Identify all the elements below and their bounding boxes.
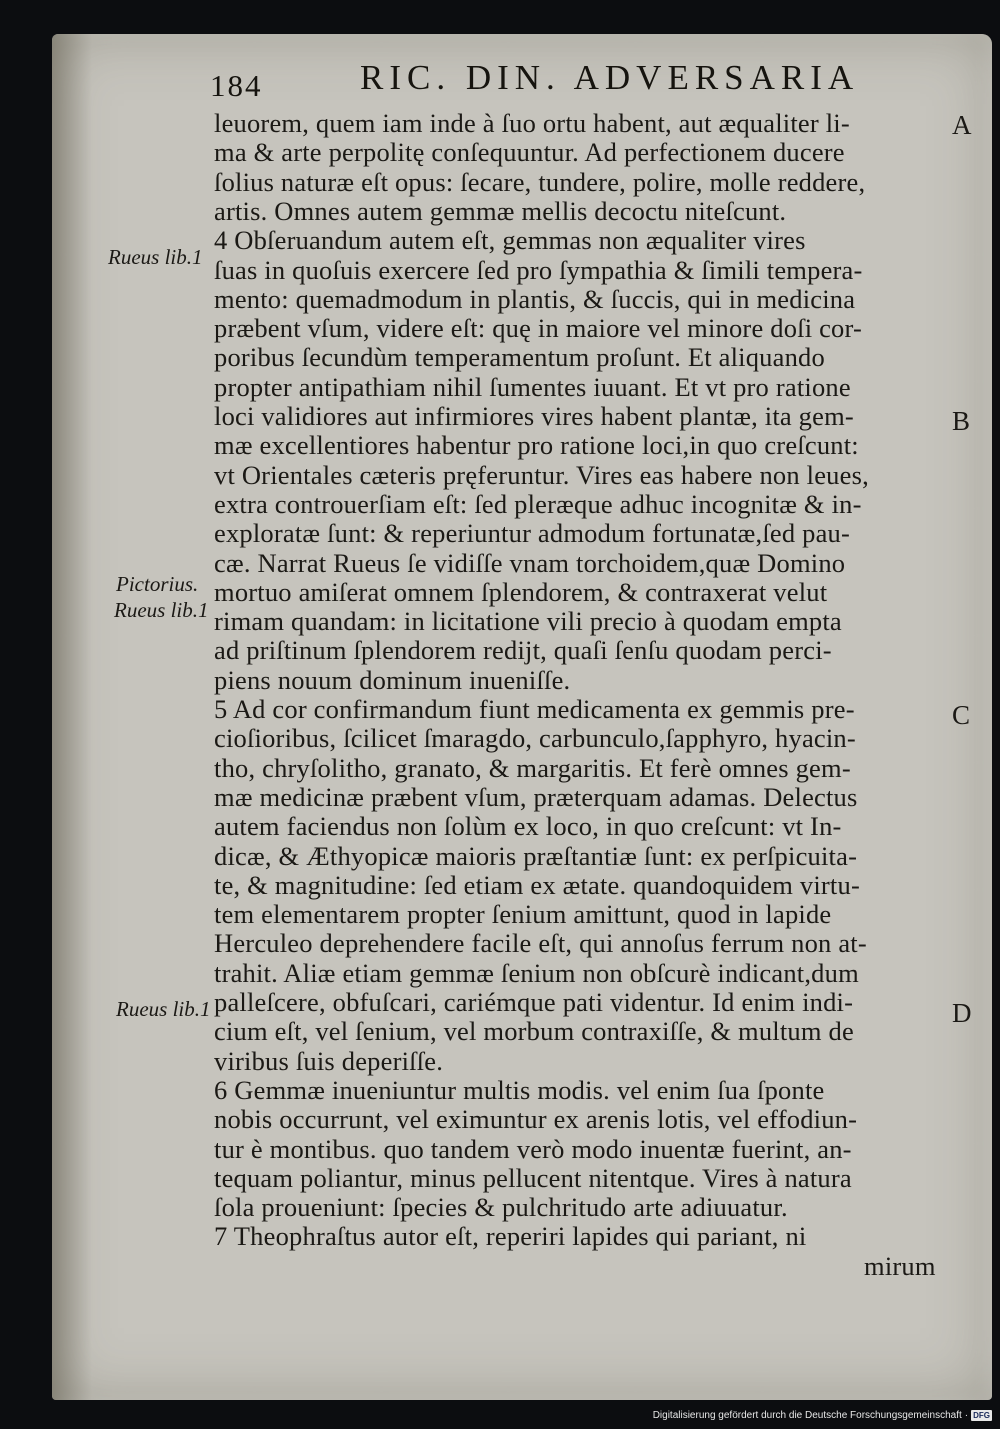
text-line: exploratæ ſunt: & reperiuntur admodum fortunatæ,ſed pau- (214, 518, 851, 549)
text-line: te, & magnitudine: ſed etiam ex ætate. quandoquidem virtu- (214, 869, 860, 900)
text-line: viribus ſuis deperiſſe. (214, 1045, 444, 1076)
text-line: dicæ, & Æthyopicæ maioris præſtantiæ ſunt: ex perſpicuita- (214, 840, 858, 871)
text-line: Herculeo deprehendere facile eſt, qui annoſus ferrum non at- (214, 928, 867, 959)
text-line: cæ. Narrat Rueus ſe vidiſſe vnam torchoidem,quæ Domino (214, 547, 846, 578)
margin-note: Rueus lib.1 (114, 598, 209, 622)
page-number: 184 (210, 68, 263, 103)
text-line: 6 Gemmæ inueniuntur multis modis. vel enim ſua ſponte (214, 1074, 825, 1105)
page-gutter-shadow (52, 34, 92, 1400)
margin-note: Pictorius. (116, 572, 199, 596)
text-line: tem elementarem propter ſenium amittunt, quod in lapide (214, 899, 832, 930)
text-line: trahit. Aliæ etiam gemmæ ſenium non obſcurè indicant,dum (214, 957, 859, 988)
footer-text: Digitalisierung gefördert durch die Deutsche Forschungsgemeinschaft (652, 1410, 962, 1421)
text-line: loci validiores aut infirmiores vires habent plantæ, ita gem- (214, 401, 854, 431)
text-line: tho, chryſolitho, granato, & margaritis. Et ferè omnes gem- (214, 752, 851, 783)
dfg-logo: DFG (973, 1411, 990, 1420)
text-line: ſola proueniunt: ſpecies & pulchritudo arte adiuuatur. (214, 1192, 788, 1223)
text-line: tur è montibus. quo tandem verò modo inuentæ fuerint, an- (214, 1133, 852, 1164)
text-line: 7 Theophraſtus autor eſt, reperiri lapides qui pariant, ni (214, 1221, 807, 1252)
text-line: ſolius naturæ eſt opus: ſecare, tundere, polire, molle reddere, (214, 166, 866, 197)
section-letter: A (952, 110, 972, 140)
section-letter: D (952, 998, 972, 1028)
text-line: cioſioribus, ſcilicet ſmaragdo, carbunculo,ſapphyro, hyacin- (214, 723, 856, 754)
text-line: leuorem, quem iam inde à ſuo ortu habent, aut æqualiter li- (214, 108, 850, 138)
text-line: nobis occurrunt, vel eximuntur ex arenis lotis, vel effodiun- (214, 1104, 858, 1135)
text-line: præbent vſum, videre eſt: quę in maiore vel minore doſi cor- (214, 313, 863, 344)
text-line: vt Orientales cæteris pręferuntur. Vires eas habere non leues, (214, 459, 869, 490)
text-line: mæ medicinæ præbent vſum, præterquam adamas. Delectus (214, 781, 858, 812)
text-line: mæ excellentiores habentur pro ratione loci,in quo creſcunt: (214, 430, 859, 461)
text-line: ad priſtinum ſplendorem redijt, quaſi ſenſu quodam perci- (214, 635, 832, 666)
text-line: 4 Obſeruandum autem eſt, gemmas non æqualiter vires (214, 225, 806, 256)
text-line: artis. Omnes autem gemmæ mellis decoctu niteſcunt. (214, 195, 787, 226)
section-letter: B (952, 406, 971, 436)
text-line: ſuas in quoſuis exercere ſed pro ſympathia & ſimili tempera- (214, 254, 863, 285)
text-line: 5 Ad cor confirmandum fiunt medicamenta ex gemmis pre- (214, 694, 855, 724)
text-line: propter antipathiam nihil ſumentes iuuant. Et vt pro ratione (214, 371, 851, 402)
text-line: poribus ſecundùm temperamentum proſunt. Et aliquando (214, 342, 825, 373)
text-line: palleſcere, obfuſcari, cariémque pati videntur. Id enim indi- (214, 987, 854, 1017)
text-line: ma & arte perpolitę conſequuntur. Ad perfectionem ducere (214, 137, 845, 168)
text-line: mirum (864, 1250, 936, 1281)
text-line: rimam quandam: in licitatione vili precio à quodam empta (214, 606, 842, 637)
section-letter: C (952, 700, 971, 730)
footer-credit: Digitalisierung gefördert durch die Deutsche Forschungsgemeinschaft · DFG (652, 1410, 990, 1421)
text-line: piens nouum dominum inueniſſe. (214, 664, 571, 695)
margin-note: Rueus lib.1 (116, 997, 211, 1021)
text-line: extra controuerſiam eſt: ſed pleræque adhuc incognitæ & in- (214, 488, 862, 519)
margin-note: Rueus lib.1 (108, 245, 203, 269)
text-line: autem faciendus non ſolùm ex loco, in quo creſcunt: vt In- (214, 811, 842, 842)
text-line: cium eſt, vel ſenium, vel morbum contraxiſſe, & multum de (214, 1016, 854, 1047)
text-line: mortuo amiſerat omnem ſplendorem, & contraxerat velut (214, 576, 828, 607)
running-title: RIC. DIN. ADVERSARIA (360, 58, 860, 97)
text-line: mento: quemadmodum in plantis, & ſuccis, qui in medicina (214, 283, 856, 314)
text-line: tequam poliantur, minus pellucent nitentque. Vires à natura (214, 1162, 852, 1193)
